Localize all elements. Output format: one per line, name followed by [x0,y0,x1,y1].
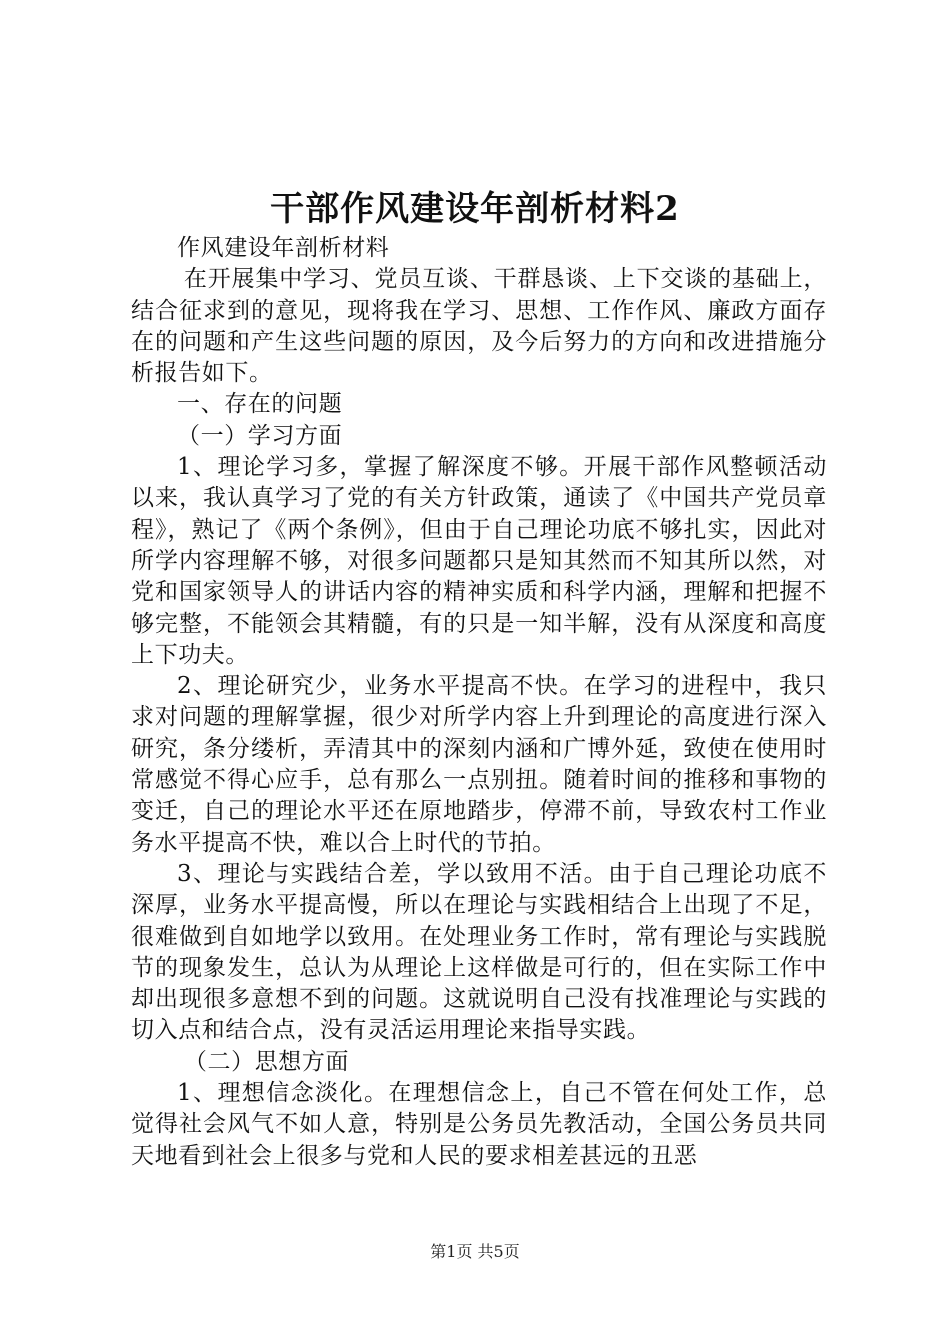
body-paragraph: 1、理想信念淡化。在理想信念上，自己不管在何处工作，总觉得社会风气不如人意，特别是公务员先教活动，全国公务员共同天地看到社会上很多与党和人民的要求相差甚远的丑恶 [131,1080,827,1169]
intro-paragraph: 在开展集中学习、党员互谈、干群恳谈、上下交谈的基础上，结合征求到的意见，现将我在学习、思想、工作作风、廉政方面存在的问题和产生这些问题的原因，及今后努力的方向和改进措施分析报告如下。 [131,266,827,387]
document-body [131,233,827,1172]
subtitle-paragraph: 作风建设年剖析材料 [177,235,390,261]
section-heading: 一、存在的问题 [177,391,343,418]
body-paragraph: 3、理论与实践结合差，学以致用不活。由于自己理论功底不深厚，业务水平提高慢，所以在理论与实践相结合上出现了不足，很难做到自如地学以致用。在处理业务工作时，常有理论与实践脱节的现象发生，总认为从理论上这样做是可行的，但在实际工作中却出现很多意想不到的问题。这就说明自己没有找准理论与实践的切入点和结合点，没有灵活运用理论来指导实践。 [131,860,827,1044]
body-paragraph: 1、理论学习多，掌握了解深度不够。开展干部作风整顿活动以来，我认真学习了党的有关方针政策，通读了《中国共产党员章程》，熟记了《两个条例》，但由于自己理论功底不够扎实，因此对所学内容理解不够，对很多问题都只是知其然而不知其所以然，对党和国家领导人的讲话内容的精神实质和科学内涵，理解和把握不够完整，不能领会其精髓，有的只是一知半解，没有从深度和高度上下功夫。 [131,454,827,668]
page-footer: 第1页 共5页 [430,1242,520,1261]
subsection-heading-study: （一）学习方面 [177,422,343,449]
subsection-heading-thought: （二）思想方面 [183,1048,350,1075]
document-title: 干部作风建设年剖析材料2 [270,189,680,229]
body-paragraph: 2、理论研究少，业务水平提高不快。在学习的进程中，我只求对问题的理解掌握，很少对所学内容上升到理论的高度进行深入研究，条分缕析，弄清其中的深刻内涵和广博外延，致使在使用时常感觉不得心应手，总有那么一点别扭。随着时间的推移和事物的变迁，自己的理论水平还在原地踏步，停滞不前，导致农村工作业务水平提高不快，难以合上时代的节拍。 [131,673,827,856]
